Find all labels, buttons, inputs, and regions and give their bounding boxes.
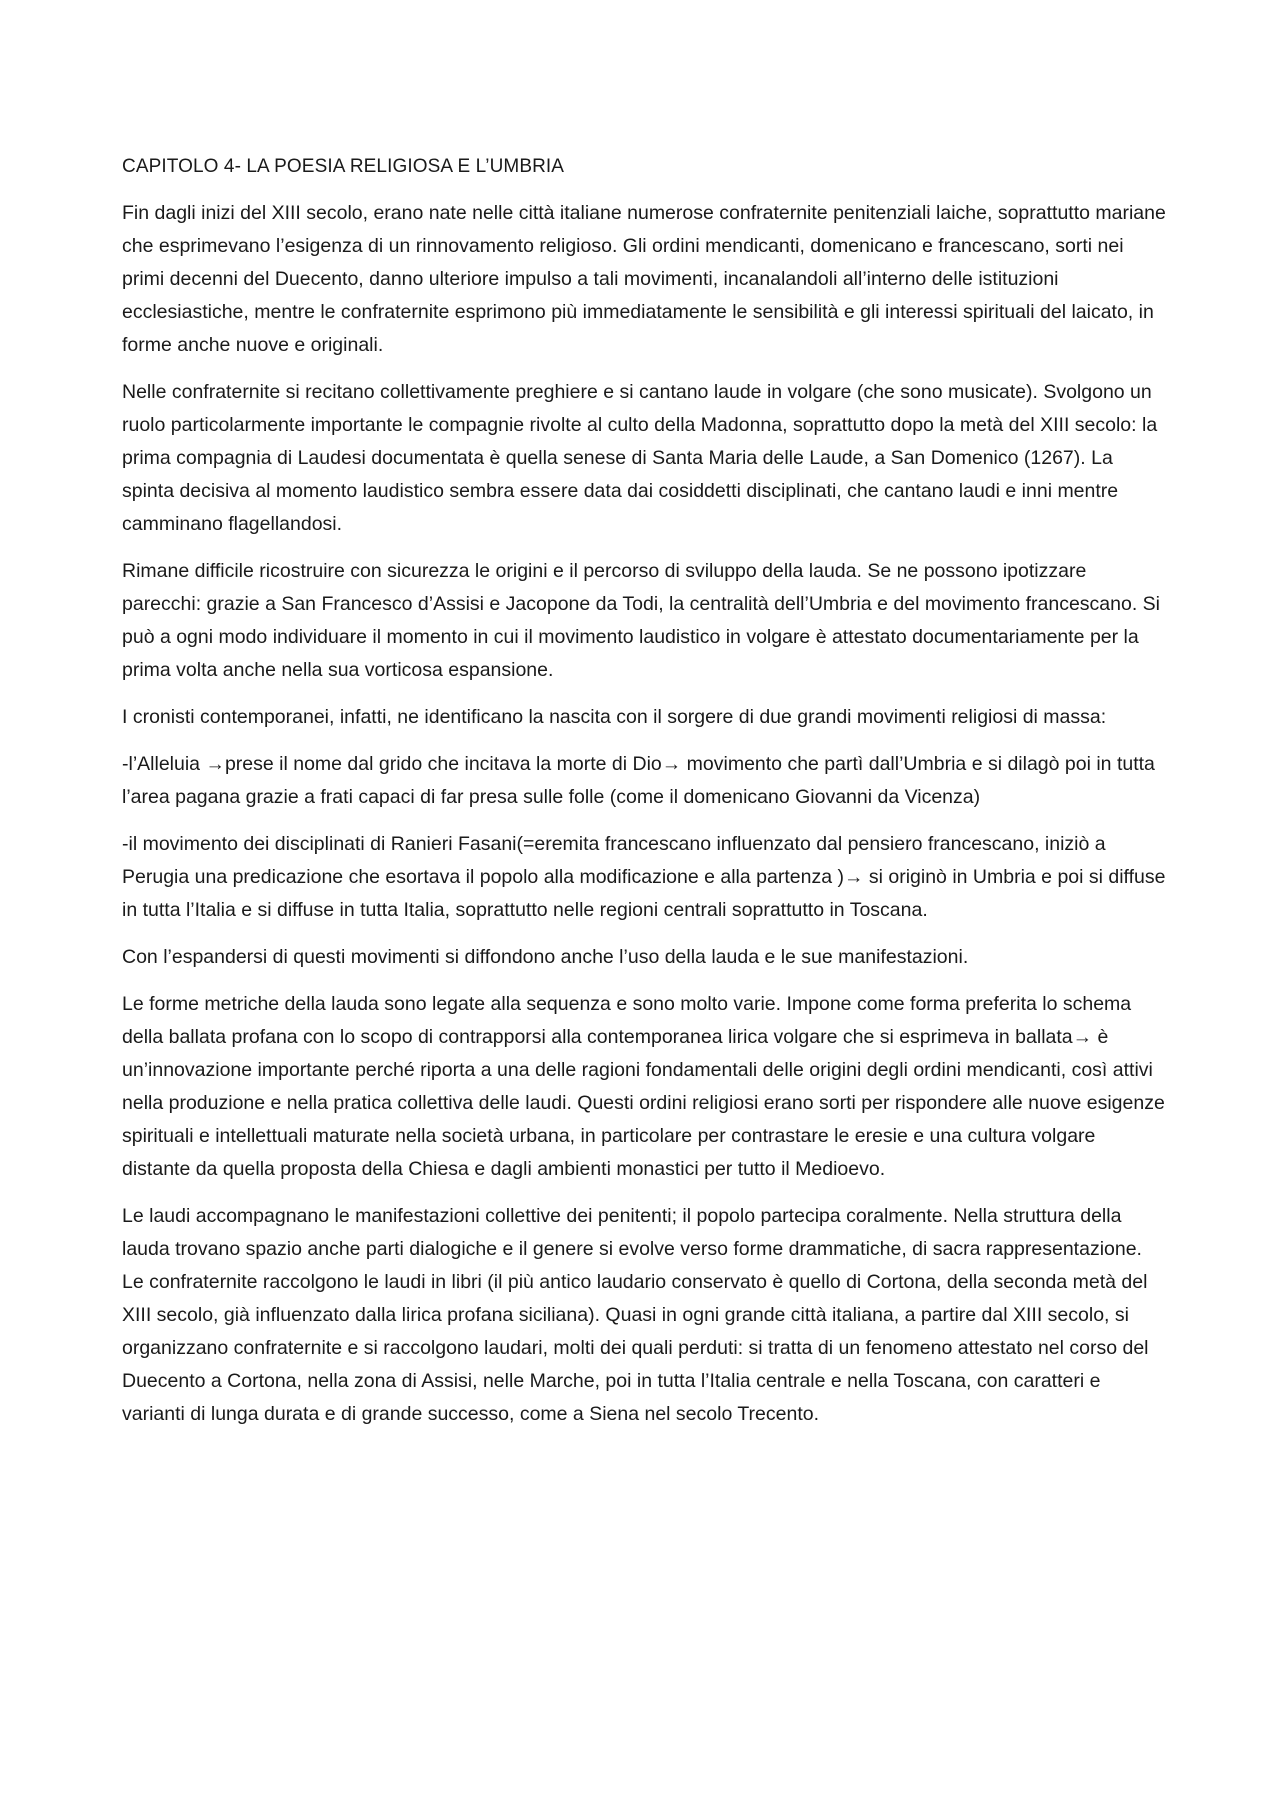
paragraph-cronisti: I cronisti contemporanei, infatti, ne identificano la nascita con il sorgere di due grandi movimenti religiosi di massa: — [122, 706, 1107, 728]
paragraph-disciplinati: -il movimento dei disciplinati di Ranieri Fasani(=eremita francescano influenzato dal pensiero francescano, iniziò a Perugia una predicazione che esortava il popolo alla modificazione e alla partenza )→ si originò in Umbria e poi si diffuse in tutta l’Italia e si diffuse in tutta Italia, soprattutto nelle regioni centrali soprattutto in Toscana. — [122, 833, 1166, 921]
document-page — [122, 150, 1167, 1445]
paragraph-forme-metriche: Le forme metriche della lauda sono legate alla sequenza e sono molto varie. Impone come forma preferita lo schema della ballata profana con lo scopo di contrapporsi alla contemporanea lirica volgare che si esprimeva in ballata→ è un’innovazione importante perché riporta a una delle ragioni fondamentali delle origini degli ordini mendicanti, così attivi nella produzione e nella pratica collettiva delle laudi. Questi ordini religiosi erano sorti per rispondere alle nuove esigenze spirituali e intellettuali maturate nella società urbana, in particolare per contrastare le eresie e una cultura volgare distante da quella proposta della Chiesa e dagli ambienti monastici per tutto il Medioevo. — [122, 993, 1165, 1180]
paragraph-origini-lauda: Rimane difficile ricostruire con sicurezza le origini e il percorso di sviluppo della lauda. Se ne possono ipotizzare parecchi: grazie a San Francesco d’Assisi e Jacopone da Todi, la centralità dell’Umbria e del movimento francescano. Si può a ogni modo individuare il momento in cui il movimento laudistico in volgare è attestato documentariamente per la prima volta anche nella sua vorticosa espansione. — [122, 560, 1161, 681]
paragraph-alleluia: -l’Alleluia →prese il nome dal grido che incitava la morte di Dio→ movimento che partì dall’Umbria e si dilagò poi in tutta l’area pagana grazie a frati capaci di far presa sulle folle (come il domenicano Giovanni da Vicenza) — [122, 753, 1155, 808]
paragraph-laude-volgare: Nelle confraternite si recitano collettivamente preghiere e si cantano laude in volgare (che sono musicate). Svolgono un ruolo particolarmente importante le compagnie rivolte al culto della Madonna, soprattutto dopo la metà del XIII secolo: la prima compagnia di Laudesi documentata è quella senese di Santa Maria delle Laude, a San Domenico (1267). La spinta decisiva al momento laudistico sembra essere data dai cosiddetti disciplinati, che cantano laudi e inni mentre camminano flagellandosi. — [122, 381, 1158, 535]
paragraph-confraternite-origini: Fin dagli inizi del XIII secolo, erano nate nelle città italiane numerose confraternite penitenziali laiche, soprattutto mariane che esprimevano l’esigenza di un rinnovamento religioso. Gli ordini mendicanti, domenicano e francescano, sorti nei primi decenni del Duecento, danno ulteriore impulso a tali movimenti, incanalandoli all’interno delle istituzioni ecclesiastiche, mentre le confraternite esprimono più immediatamente le sensibilità e gli interessi spirituali del laicato, in forme anche nuove e originali. — [122, 202, 1166, 356]
chapter-title: CAPITOLO 4- LA POESIA RELIGIOSA E L’UMBRIA — [122, 156, 565, 177]
paragraph-espansione: Con l’espandersi di questi movimenti si diffondono anche l’uso della lauda e le sue manifestazioni. — [122, 946, 969, 968]
paragraph-laudari: Le laudi accompagnano le manifestazioni collettive dei penitenti; il popolo partecipa coralmente. Nella struttura della lauda trovano spazio anche parti dialogiche e il genere si evolve verso forme drammatiche, di sacra rappresentazione. Le confraternite raccolgono le laudi in libri (il più antico laudario conservato è quello di Cortona, della seconda metà del XIII secolo, già influenzato dalla lirica profana siciliana). Quasi in ogni grande città italiana, a partire dal XIII secolo, si organizzano confraternite e si raccolgono laudari, molti dei quali perduti: si tratta di un fenomeno attestato nel corso del Duecento a Cortona, nella zona di Assisi, nelle Marche, poi in tutta l’Italia centrale e nella Toscana, con caratteri e varianti di lunga durata e di grande successo, come a Siena nel secolo Trecento. — [122, 1205, 1149, 1425]
